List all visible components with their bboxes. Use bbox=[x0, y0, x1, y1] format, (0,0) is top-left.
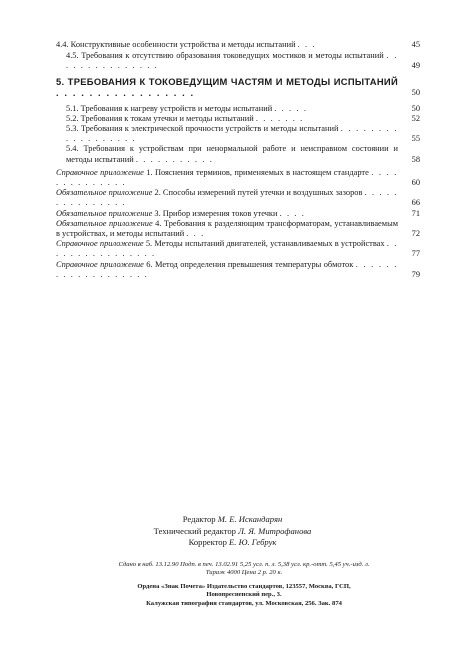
corrector-line bbox=[0, 537, 465, 549]
toc-entry-page: 60 bbox=[411, 178, 420, 188]
toc-entry-text: 5.4. Требования к устройствам при ненормальной работе и неисправном состоянии и методы испытаний bbox=[66, 144, 398, 164]
tech-editor-role: Технический редактор bbox=[153, 525, 236, 536]
editorial-credits bbox=[0, 514, 465, 549]
toc-entry-text: 4. Требования к разделяющим трансформаторам, устанавливаемым в устройствах, и методы испытаний bbox=[56, 218, 398, 239]
toc-entry-text: 4.4. Конструктивные особенности устройства и методы испытаний bbox=[56, 40, 296, 49]
imprint-line: Сдано в наб. 13.12.90 Подп. в печ. 13.02.91 5,25 усл. п. л. 5,38 усл. кр.-отт. 5,45 уч.-изд. л. bbox=[118, 561, 370, 568]
publisher-line: Калужская типография стандартов, ул. Московская, 256. Зак. 874 bbox=[146, 599, 342, 607]
toc-entry-text: 2. Способы измерений путей утечки и воздушных зазоров bbox=[152, 188, 363, 198]
toc-entry-page: 52 bbox=[411, 113, 420, 123]
toc-entry: 5.1. Требования к нагреву устройств и методы испытаний . . . . . 50 bbox=[66, 103, 420, 113]
tech-editor-line bbox=[0, 526, 465, 538]
table-of-contents bbox=[56, 40, 420, 280]
toc-entry-page: 72 bbox=[411, 229, 420, 239]
toc-section-heading: 5. ТРЕБОВАНИЯ К ТОКОВЕДУЩИМ ЧАСТЯМ И МЕТОДЫ ИСПЫТАНИЙ . . . . . . . . . . . . . . . . . 50 bbox=[56, 75, 420, 98]
toc-entry: 5.3. Требования к электрической прочности устройств и методы испытаний . . . . . . . . . . . . . . . . . . 55 bbox=[66, 124, 420, 144]
imprint-line: Тираж 4000 Цена 2 р. 20 к. bbox=[205, 569, 283, 577]
editor-role: Редактор bbox=[182, 514, 216, 524]
toc-entry-text: 5.2. Требования к токам утечки и методы испытаний bbox=[66, 113, 254, 123]
toc-entry: Обязательное приложение 2. Способы измерений путей утечки и воздушных зазоров . . . . . . . . . . . . . . . 66 bbox=[56, 188, 420, 208]
corrector-role: Корректор bbox=[188, 537, 227, 547]
publisher-line: Новопресненский пер., 3. bbox=[206, 591, 282, 599]
toc-entry-label: Обязательное приложение bbox=[56, 218, 153, 228]
toc-entry-page: 45 bbox=[411, 40, 420, 49]
toc-entry: Справочное приложение 1. Пояснения терминов, применяемых в настоящем стандарте . . . . . . . . . . . . . . 60 bbox=[56, 167, 420, 188]
toc-entry-text: 5. ТРЕБОВАНИЯ К ТОКОВЕДУЩИМ ЧАСТЯМ И МЕТОДЫ ИСПЫТАНИЙ bbox=[56, 75, 398, 87]
toc-entry-text: 4.5. Требования к отсутствию образования токоведущих мостиков и методы испытаний bbox=[66, 51, 384, 61]
toc-entry: 4.4. Конструктивные особенности устройства и методы испытаний . . . 45 bbox=[56, 40, 420, 49]
tech-editor-name: Л. Я. Митрофанова bbox=[238, 525, 312, 536]
toc-entry-label: Справочное приложение bbox=[56, 167, 144, 177]
toc-entry-text: 5.1. Требования к нагреву устройств и методы испытаний bbox=[66, 103, 273, 113]
toc-entry: Справочное приложение 5. Методы испытаний двигателей, устанавливаемых в устройствах . . . . . . . . . . . . . . . . 77 bbox=[56, 239, 420, 259]
toc-entry-page: 66 bbox=[411, 198, 420, 208]
corrector-name: Е. Ю. Гебрук bbox=[229, 537, 277, 547]
editor-line bbox=[0, 514, 465, 526]
publisher-info bbox=[58, 583, 430, 608]
toc-entry-text: 5.3. Требования к электрической прочности устройств и методы испытаний bbox=[66, 124, 339, 134]
toc-entry: Справочное приложение 6. Метод определения превышения температуры обмоток . . . . . . . . . . . . . . . . . . . 79 bbox=[56, 259, 420, 279]
toc-entry: Обязательное приложение 3. Прибор измерения токов утечки . . . . 71 bbox=[56, 208, 420, 218]
editor-name: М. Е. Искандарян bbox=[217, 514, 283, 524]
toc-entry: 5.2. Требования к токам утечки и методы испытаний . . . . . . . 52 bbox=[66, 113, 420, 123]
toc-entry-text: 1. Пояснения терминов, применяемых в настоящем стандарте bbox=[143, 167, 369, 177]
toc-entry: Обязательное приложение 4. Требования к разделяющим трансформаторам, устанавливаемым в устройствах, и методы испытаний . . . 72 bbox=[56, 218, 420, 239]
toc-entry-text: 3. Прибор измерения токов утечки bbox=[152, 208, 278, 218]
toc-entry-page: 79 bbox=[411, 269, 420, 279]
toc-entry-page: 50 bbox=[411, 103, 420, 113]
toc-entry-page: 49 bbox=[411, 61, 420, 71]
print-imprint bbox=[58, 561, 430, 578]
toc-entry: 4.5. Требования к отсутствию образования токоведущих мостиков и методы испытаний . . . . . . . . . . . . . . . 49 bbox=[66, 51, 420, 71]
toc-entry-page: 71 bbox=[411, 208, 420, 218]
toc-entry-page: 55 bbox=[411, 134, 420, 144]
toc-entry-label: Справочное приложение bbox=[56, 239, 144, 249]
toc-entry-label: Справочное приложение bbox=[56, 259, 144, 269]
toc-entry-page: 50 bbox=[411, 87, 420, 97]
toc-entry-label: Обязательное приложение bbox=[56, 208, 153, 218]
publisher-line: Ордена «Знак Почета» Издательство стандартов, 123557, Москва, ГСП, bbox=[137, 583, 351, 590]
toc-entry-text: 6. Метод определения превышения температуры обмоток bbox=[143, 259, 354, 269]
toc-entry-page: 58 bbox=[411, 154, 420, 164]
toc-entry-label: Обязательное приложение bbox=[56, 188, 153, 198]
toc-entry: 5.4. Требования к устройствам при ненормальной работе и неисправном состоянии и методы испытаний . . . . . . . . . . . 58 bbox=[66, 144, 420, 164]
toc-entry-page: 77 bbox=[411, 249, 420, 259]
toc-entry-text: 5. Методы испытаний двигателей, устанавливаемых в устройствах bbox=[143, 239, 385, 249]
